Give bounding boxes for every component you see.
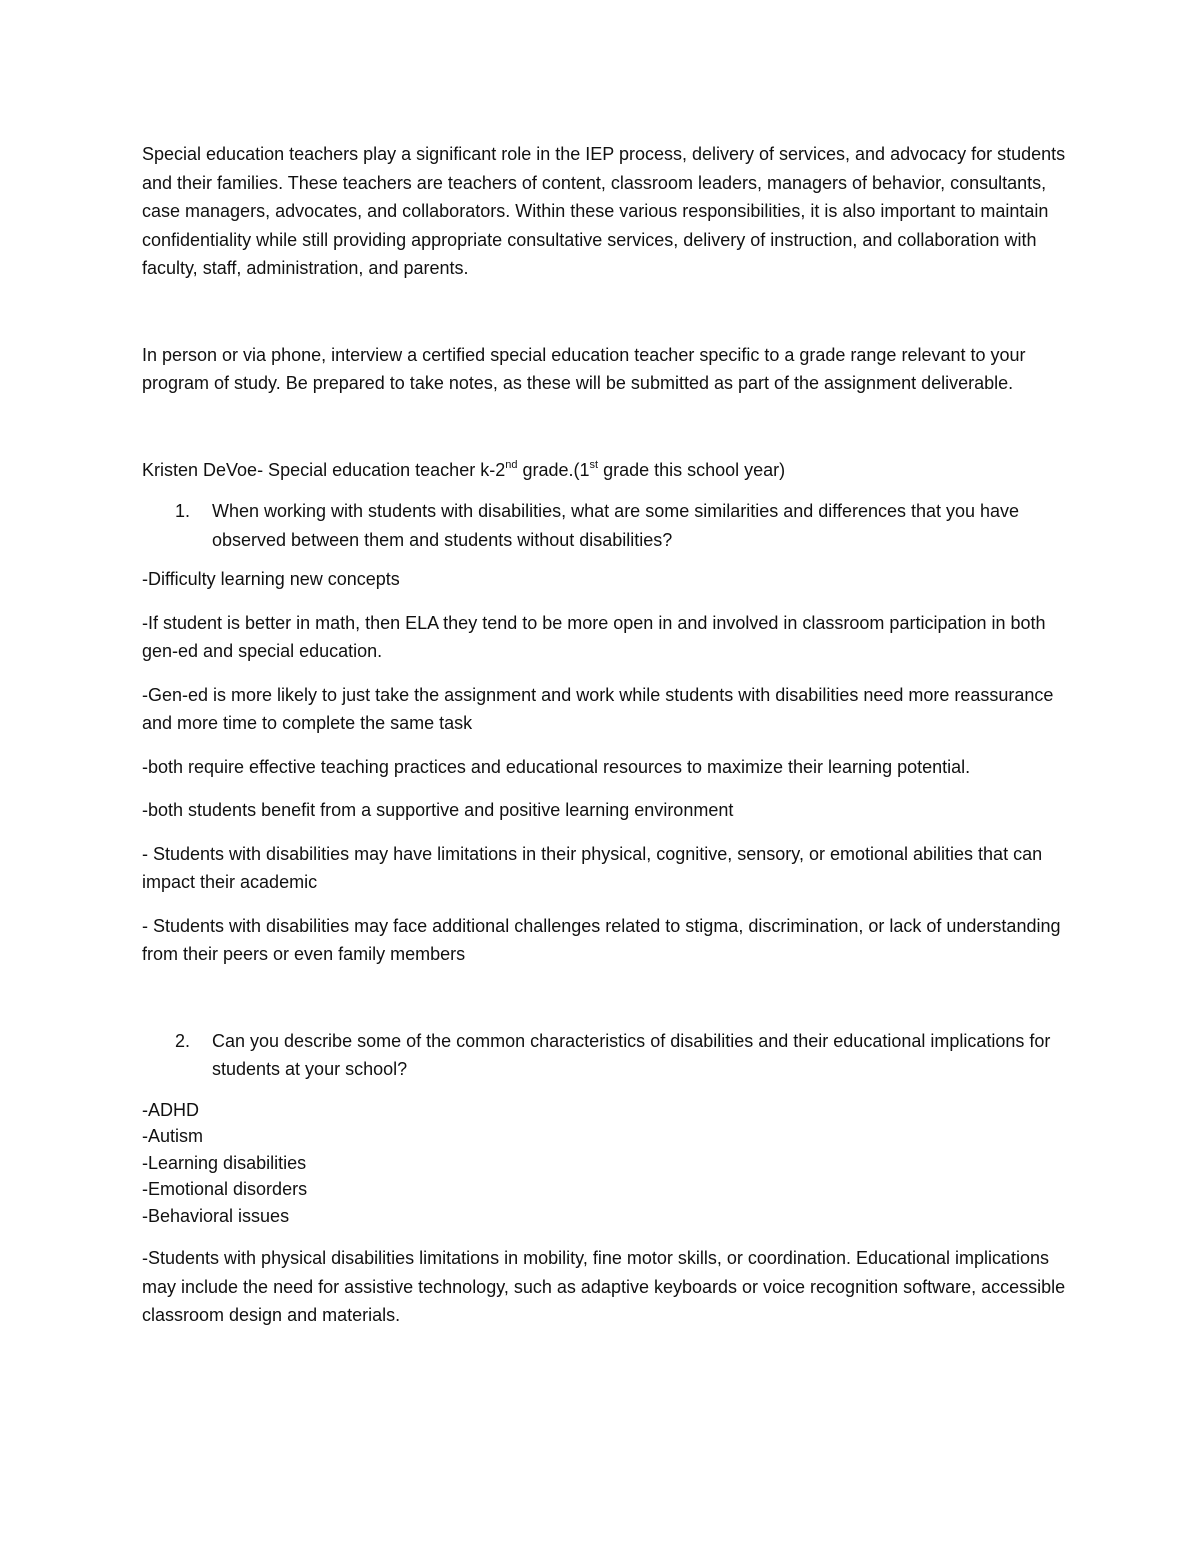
list-item: -ADHD [142, 1099, 199, 1120]
q1-note: -both students benefit from a supportive and positive learning environment [142, 800, 734, 820]
interviewee-text-2: grade.(1 [517, 459, 590, 480]
question-1-text: When working with students with disabilities, what are some similarities and differences that you have observed between them and students without disabilities? [212, 501, 1020, 550]
q1-note: -both require effective teaching practices and educational resources to maximize their learning potential. [142, 756, 971, 777]
q1-note: - Students with disabilities may have limitations in their physical, cognitive, sensory, or emotional abilities that can impact their academic [142, 843, 1043, 892]
interviewee-text-3: grade this school year) [598, 459, 786, 480]
q1-note: -Difficulty learning new concepts [142, 569, 400, 589]
q1-note: -Gen-ed is more likely to just take the assignment and work while students with disabilities need more reassurance and more time to complete the same task [142, 684, 1054, 733]
question-2-text: Can you describe some of the common characteristics of disabilities and their educational implications for students at your school? [212, 1030, 1051, 1079]
disability-list [142, 1097, 1067, 1230]
list-item: -Behavioral issues [142, 1205, 290, 1226]
question-2 [175, 1027, 1067, 1084]
assignment-prompt: In person or via phone, interview a certified special education teacher specific to a grade range relevant to your program of study. Be prepared to take notes, as these will be submitted as part of the assignment deliverable. [142, 344, 1026, 393]
interviewee-line [142, 456, 1067, 485]
intro-paragraph: Special education teachers play a significant role in the IEP process, delivery of services, and advocacy for students and their families. These teachers are teachers of content, classroom leaders, managers of behavior, consultants, case managers, advocates, and collaborators. Within these various responsibilities, it is also important to maintain confidentiality while still providing appropriate consultative services, delivery of instruction, and collaboration with faculty, staff, administration, and parents. [142, 144, 1066, 278]
question-1 [175, 497, 1067, 554]
interviewee-text-1: Kristen DeVoe- Special education teacher k-2 [142, 459, 506, 480]
list-item: -Autism [142, 1126, 204, 1146]
q1-note: -If student is better in math, then ELA they tend to be more open in and involved in classroom participation in both gen-ed and special education. [142, 612, 1046, 661]
list-item: -Emotional disorders [142, 1179, 308, 1199]
ordinal-suffix-st: st [589, 458, 599, 471]
question-1-number: 1. [175, 501, 191, 521]
document-page [142, 140, 1067, 1345]
question-2-number: 2. [175, 1030, 191, 1051]
q1-note: - Students with disabilities may face additional challenges related to stigma, discrimination, or lack of understanding from their peers or even family members [142, 915, 1061, 964]
ordinal-suffix-nd: nd [505, 458, 518, 471]
list-item: -Learning disabilities [142, 1152, 307, 1173]
q2-note: -Students with physical disabilities limitations in mobility, fine motor skills, or coordination. Educational implications may include the need for assistive technology, such as adaptive keyboards or voice recognition software, accessible classroom design and materials. [142, 1248, 1066, 1325]
